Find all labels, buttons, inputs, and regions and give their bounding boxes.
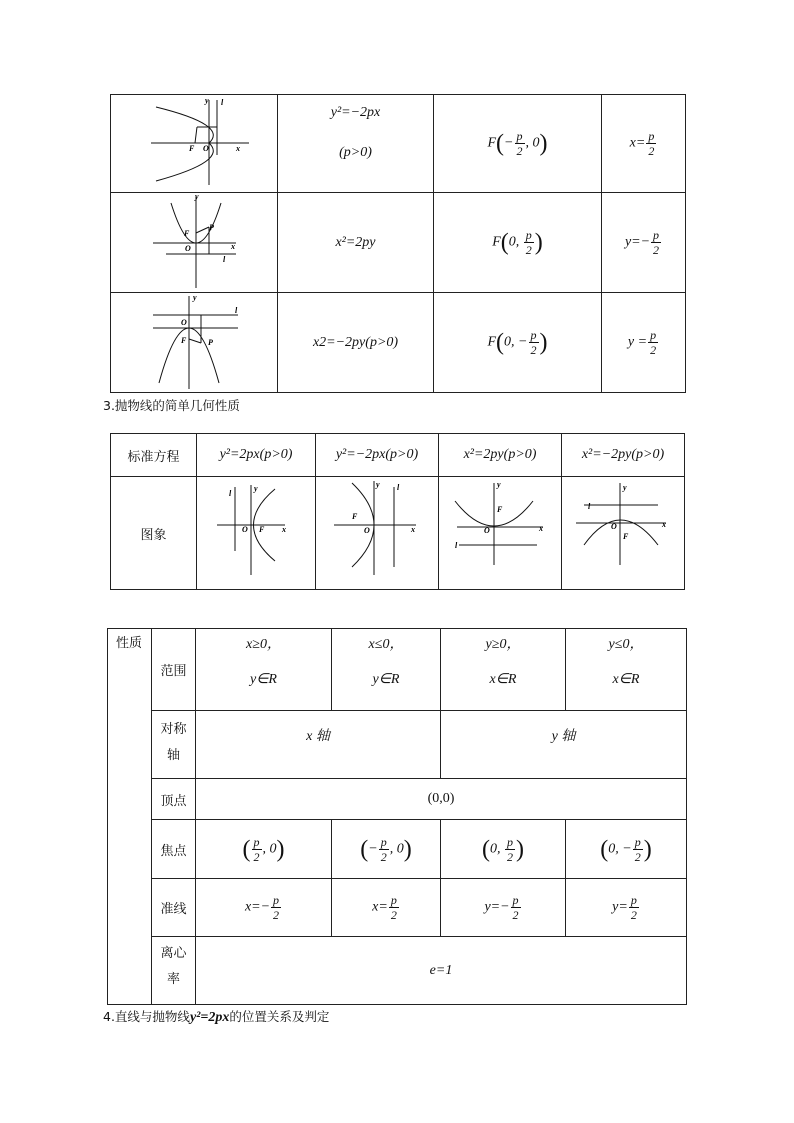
graph-label: x <box>539 524 543 533</box>
parabola-up-graph <box>439 477 561 589</box>
focus-cell-2 <box>433 192 602 293</box>
graph-label: O <box>484 526 490 535</box>
graph-label: O <box>242 525 248 534</box>
graph-label: l <box>229 489 232 498</box>
directrix-cell <box>440 878 566 937</box>
graph-label: y <box>376 480 380 489</box>
graph-label: O <box>364 526 370 535</box>
graph-label: l <box>235 306 238 315</box>
directrix-expression: x= $\frac{p}{2}$ <box>629 129 655 158</box>
graph-label: y <box>623 483 627 492</box>
focus-expression: F(− $\frac{p}{2}$ , 0) <box>487 129 548 158</box>
equation-header: x²=−2py(p>0) <box>561 433 685 477</box>
range-line2: y∈R <box>250 672 277 687</box>
equation-header: y²=2px(p>0) <box>196 433 316 477</box>
properties-label: 性质 <box>107 628 152 1005</box>
parabola-right-graph <box>197 477 315 589</box>
graph-label: l <box>455 541 458 550</box>
graph-cell <box>196 476 316 590</box>
range-cell <box>565 628 687 711</box>
focus-cell <box>440 819 566 879</box>
equation: y²=−2px <box>330 105 381 120</box>
graph-label: l <box>221 98 224 107</box>
graph-label: F <box>497 505 503 514</box>
range-cell <box>331 628 441 711</box>
equation-cell-2 <box>277 192 434 293</box>
focus-expression: ( $\frac{p}{2}$ , 0) <box>242 834 285 864</box>
symmetry-y: y 轴 <box>440 710 687 779</box>
graph-label: F <box>259 525 265 534</box>
range-line1: y≤0， <box>608 637 644 652</box>
range-line1: x≤0， <box>368 637 404 652</box>
graph-label: F <box>352 512 358 521</box>
graph-cell-3 <box>110 292 278 393</box>
directrix-expression: x=− $\frac{p}{2}$ <box>244 893 280 922</box>
equation-cell-3 <box>277 292 434 393</box>
directrix-expression: y = $\frac{p}{2}$ <box>627 328 657 357</box>
section-3-heading: 3.抛物线的简单几何性质 <box>103 398 240 413</box>
graph-label: O <box>611 522 617 531</box>
graph-label: P <box>209 223 214 232</box>
equation-header: y²=−2px(p>0) <box>315 433 439 477</box>
parabola-down-graph <box>562 477 684 589</box>
directrix-cell-2 <box>601 192 686 293</box>
directrix-cell <box>195 878 332 937</box>
vertex-value: (0,0) <box>195 778 687 820</box>
graph-label: y <box>205 96 209 105</box>
range-line2: x∈R <box>489 672 517 687</box>
directrix-expression: y=− $\frac{p}{2}$ <box>624 228 660 257</box>
graph-label: P <box>208 338 213 347</box>
graph-label: F <box>623 532 629 541</box>
directrix-cell <box>565 878 687 937</box>
graph-label: x <box>231 242 235 251</box>
eccentricity-label: 离心 率 <box>151 936 196 1005</box>
parabola-up-graph <box>111 193 277 292</box>
graph-label: F <box>181 336 187 345</box>
equation-cell-1 <box>277 94 434 193</box>
graph-label: y <box>193 293 197 302</box>
graph-label: O <box>185 244 191 253</box>
graph-label: x <box>662 520 666 529</box>
graph-cell <box>561 476 685 590</box>
symmetry-x: x 轴 <box>195 710 441 779</box>
directrix-cell-3 <box>601 292 686 393</box>
graph-cell-1 <box>110 94 278 193</box>
focus-expression: (− $\frac{p}{2}$ , 0) <box>360 834 412 864</box>
focus-cell <box>195 819 332 879</box>
vertex-label: 顶点 <box>151 778 196 820</box>
graph-label: 图象 <box>110 476 197 590</box>
symmetry-label: 对称 轴 <box>151 710 196 779</box>
graph-label: y <box>497 480 501 489</box>
focus-expression: (0, $\frac{p}{2}$ ) <box>482 834 524 864</box>
range-cell <box>195 628 332 711</box>
equation: x2=−2py(p>0) <box>312 334 399 350</box>
range-line1: y≥0， <box>485 637 521 652</box>
focus-label: 焦点 <box>151 819 196 879</box>
equation: x²=2py <box>335 234 376 250</box>
graph-label: F <box>184 229 190 238</box>
focus-expression: (0, − $\frac{p}{2}$ ) <box>600 834 652 864</box>
parabola-left-graph <box>111 95 277 192</box>
directrix-expression: x= $\frac{p}{2}$ <box>372 893 397 922</box>
graph-cell <box>315 476 439 590</box>
range-line2: x∈R <box>612 672 640 687</box>
focus-expression: F(0, $\frac{p}{2}$ ) <box>492 228 543 257</box>
graph-label: O <box>203 144 209 153</box>
directrix-cell-1 <box>601 94 686 193</box>
directrix-cell <box>331 878 441 937</box>
focus-cell <box>565 819 687 879</box>
graph-label: O <box>181 318 187 327</box>
header-label: 标准方程 <box>110 433 197 477</box>
directrix-label: 准线 <box>151 878 196 937</box>
parabola-down-graph <box>111 293 277 392</box>
graph-label: x <box>236 144 240 153</box>
range-cell <box>440 628 566 711</box>
graph-label: l <box>223 255 226 264</box>
graph-label: y <box>195 193 199 201</box>
focus-expression: F(0, − $\frac{p}{2}$ ) <box>487 328 548 357</box>
graph-label: l <box>397 483 400 492</box>
eccentricity-value: e=1 <box>195 936 687 1005</box>
graph-label: l <box>588 502 591 511</box>
parabola-left-graph <box>316 477 438 589</box>
focus-cell-3 <box>433 292 602 393</box>
range-line2: y∈R <box>372 672 400 687</box>
condition: (p>0) <box>339 145 372 160</box>
section-4-heading: 4.直线与抛物线y²=2px的位置关系及判定 <box>103 1009 330 1025</box>
graph-label: x <box>282 525 286 534</box>
graph-label: x <box>411 525 415 534</box>
graph-label: y <box>254 484 258 493</box>
graph-cell <box>438 476 562 590</box>
equation-header: x²=2py(p>0) <box>438 433 562 477</box>
focus-cell-1 <box>433 94 602 193</box>
graph-cell-2 <box>110 192 278 293</box>
directrix-expression: y=− $\frac{p}{2}$ <box>484 893 519 922</box>
directrix-expression: y= $\frac{p}{2}$ <box>612 893 637 922</box>
focus-cell <box>331 819 441 879</box>
range-label: 范围 <box>151 628 196 711</box>
range-line1: x≥0， <box>246 637 281 652</box>
graph-label: F <box>189 144 195 153</box>
